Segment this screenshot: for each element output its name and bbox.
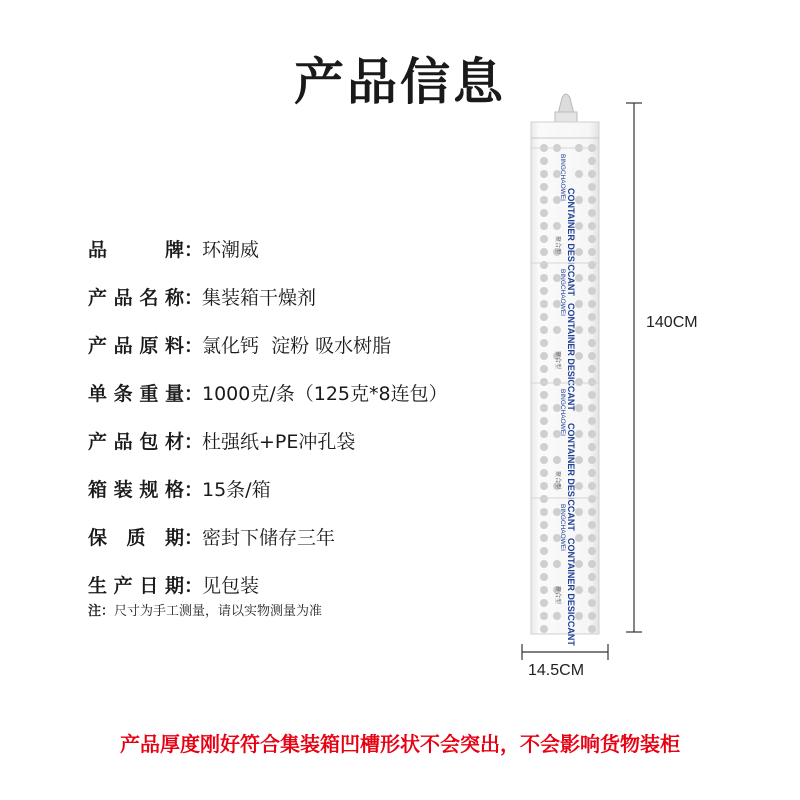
perforation-dot	[588, 287, 596, 295]
perforation-dot	[588, 196, 596, 204]
perforation-dot	[540, 339, 548, 347]
perforation-dot	[588, 183, 596, 191]
perforation-dot	[588, 326, 596, 334]
perforation-dot	[588, 521, 596, 529]
perforation-dot	[540, 261, 548, 269]
spec-label: 产品包材	[88, 431, 184, 453]
perforation-dot	[540, 222, 548, 230]
spec-value: 氯化钙 淀粉 吸水树脂	[202, 335, 392, 357]
perforation-dot	[540, 482, 548, 490]
perforation-dot	[588, 625, 596, 633]
perforation-dot	[540, 443, 548, 451]
perforation-dot	[553, 222, 561, 230]
width-dimension	[522, 644, 608, 660]
perforation-dot	[540, 586, 548, 594]
perforation-dot	[540, 287, 548, 295]
strip-small-text: 聚合型	[554, 471, 561, 490]
perforation-dot	[588, 235, 596, 243]
perforation-dot	[588, 300, 596, 308]
strip-small-text: 聚合型	[554, 236, 561, 255]
page-title: 产品信息	[294, 53, 506, 111]
strip-brand-text: BINGCHAOWEI	[559, 154, 566, 201]
spec-colon: ：	[184, 431, 204, 453]
perforation-dot	[588, 404, 596, 412]
perforation-dot	[540, 495, 548, 503]
spec-colon: ：	[184, 575, 204, 597]
spec-label: 保质期	[88, 527, 184, 549]
strip-product-text: CONTAINER DESICCANT	[566, 423, 576, 531]
strip-product-text: CONTAINER DESICCANT	[566, 538, 576, 646]
perforation-dot	[588, 391, 596, 399]
perforation-dot	[588, 612, 596, 620]
perforation-dot	[588, 547, 596, 555]
perforation-dot	[540, 612, 548, 620]
spec-label: 生产日期	[88, 575, 184, 597]
thickness-notice: 产品厚度刚好符合集装箱凹槽形状不会突出，不会影响货物装柜	[120, 732, 680, 756]
perforation-dot	[588, 352, 596, 360]
perforation-dot	[553, 456, 561, 464]
strip-brand-text: BINGCHAOWEI	[559, 389, 566, 436]
perforation-dot	[588, 443, 596, 451]
strip-product-text: CONTAINER DESICCANT	[566, 303, 576, 411]
perforation-dot	[540, 573, 548, 581]
perforation-dot	[540, 235, 548, 243]
perforation-dot	[588, 157, 596, 165]
perforation-dot	[540, 456, 548, 464]
perforation-dot	[575, 170, 583, 178]
perforation-dot	[588, 534, 596, 542]
perforation-dot	[540, 430, 548, 438]
perforation-dot	[540, 521, 548, 529]
perforation-dot	[588, 222, 596, 230]
perforation-dot	[588, 560, 596, 568]
perforation-dot	[540, 326, 548, 334]
perforation-dot	[588, 365, 596, 373]
spec-label: 品牌	[88, 239, 184, 261]
perforation-dot	[588, 417, 596, 425]
strip-product-text: CONTAINER DESICCANT	[566, 188, 576, 296]
perforation-dot	[540, 313, 548, 321]
perforation-dot	[553, 326, 561, 334]
width-dimension-label: 14.5CM	[528, 662, 585, 679]
perforation-dot	[588, 209, 596, 217]
perforation-dot	[540, 300, 548, 308]
perforation-dot	[540, 599, 548, 607]
perforation-dot	[540, 209, 548, 217]
perforation-dot	[540, 417, 548, 425]
perforation-dot	[540, 248, 548, 256]
height-dimension	[626, 103, 642, 632]
strip-brand-text: BINGCHAOWEI	[559, 269, 566, 316]
perforation-dot	[588, 274, 596, 282]
height-dimension-label: 140CM	[646, 314, 698, 331]
spec-value: 杜强纸+PE冲孔袋	[202, 431, 356, 453]
perforation-dot	[540, 534, 548, 542]
perforation-dot	[540, 391, 548, 399]
perforation-dot	[588, 482, 596, 490]
perforation-dot	[588, 430, 596, 438]
perforation-dot	[540, 560, 548, 568]
perforation-dot	[553, 378, 561, 386]
perforation-dot	[588, 378, 596, 386]
perforation-dot	[540, 508, 548, 516]
perforation-dot	[588, 339, 596, 347]
perforation-dot	[540, 352, 548, 360]
perforation-dot	[588, 586, 596, 594]
hanger-hook-icon	[555, 94, 577, 122]
spec-label: 产品原料	[88, 335, 184, 357]
perforation-dot	[588, 508, 596, 516]
perforation-dot	[553, 612, 561, 620]
spec-label: 产品名称	[88, 287, 184, 309]
spec-colon: ：	[184, 287, 204, 309]
perforation-dot	[540, 196, 548, 204]
spec-value: 集装箱干燥剂	[202, 287, 317, 309]
perforation-dot	[588, 599, 596, 607]
strip-brand-text: BINGCHAOWEI	[559, 504, 566, 551]
spec-colon: ：	[184, 383, 204, 405]
spec-value: 密封下储存三年	[202, 527, 336, 549]
note-text: 尺寸为手工测量，请以实物测量为准	[114, 604, 323, 619]
perforation-dot	[553, 560, 561, 568]
strip-small-text: 聚合型	[554, 351, 561, 370]
perforation-dot	[588, 261, 596, 269]
perforation-dot	[540, 365, 548, 373]
perforation-dot	[588, 573, 596, 581]
perforation-dot	[588, 495, 596, 503]
perforation-dot	[540, 274, 548, 282]
spec-colon: ：	[184, 479, 204, 501]
perforation-dot	[588, 248, 596, 256]
strip-small-text: 聚合型	[554, 586, 561, 605]
spec-colon: ：	[184, 239, 204, 261]
spec-colon: ：	[184, 527, 204, 549]
perforation-dot	[588, 469, 596, 477]
perforation-dot	[540, 183, 548, 191]
spec-value: 环潮威	[202, 239, 260, 261]
perforation-dot	[540, 157, 548, 165]
perforation-dot	[588, 313, 596, 321]
spec-colon: ：	[184, 335, 204, 357]
perforation-dot	[588, 456, 596, 464]
perforation-dot	[588, 170, 596, 178]
perforation-dot	[540, 469, 548, 477]
spec-label: 单条重量	[88, 383, 184, 405]
spec-value: 1000克/条（125克*8连包）	[202, 383, 448, 405]
perforation-dot	[540, 170, 548, 178]
perforation-dot	[540, 378, 548, 386]
perforation-dot	[540, 547, 548, 555]
perforation-dot	[540, 404, 548, 412]
spec-value: 见包装	[202, 575, 260, 597]
note-prefix: 注：	[88, 604, 115, 619]
perforation-dot	[540, 625, 548, 633]
spec-value: 15条/箱	[202, 479, 271, 501]
spec-label: 箱装规格	[88, 479, 184, 501]
